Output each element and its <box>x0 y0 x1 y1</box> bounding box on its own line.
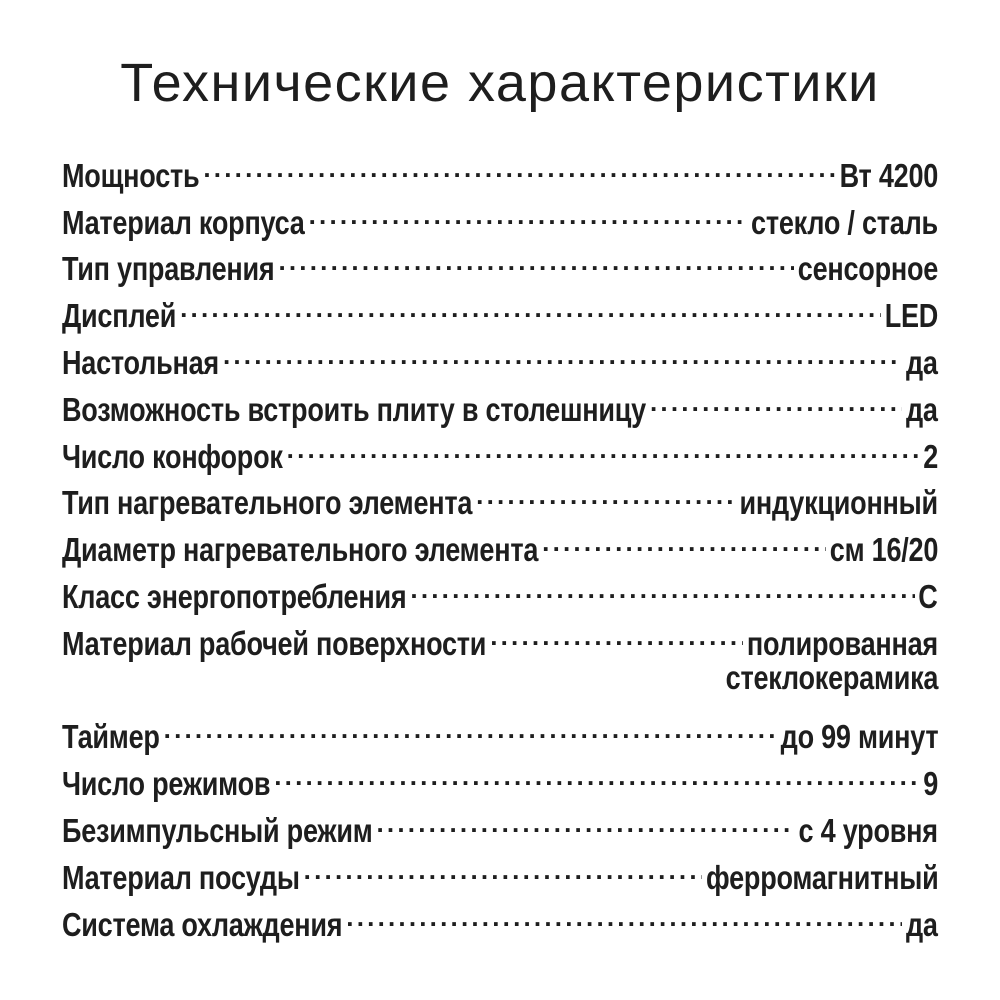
dot-leader <box>476 468 736 515</box>
spec-value: индукционный <box>739 484 938 522</box>
spec-label: Дисплей <box>62 297 177 335</box>
spec-row <box>62 748 938 803</box>
spec-value: стекло / сталь <box>751 203 938 241</box>
spec-label: Материал посуды <box>62 858 300 896</box>
dot-leader <box>410 561 914 608</box>
spec-label: Материал корпуса <box>62 203 305 241</box>
dot-leader <box>309 187 748 234</box>
spec-label: Материал рабочей поверхности <box>62 624 487 662</box>
spec-row <box>62 280 938 335</box>
dot-leader <box>203 140 835 187</box>
spec-label: Число режимов <box>62 765 271 803</box>
dot-leader <box>274 748 919 795</box>
spec-label: Тип нагревательного элемента <box>62 484 473 522</box>
spec-value: да <box>906 343 938 381</box>
spec-value: 9 <box>923 765 938 803</box>
spec-value: ферромагнитный <box>705 858 938 896</box>
dot-leader <box>542 514 826 561</box>
spec-value: полированная <box>747 624 938 662</box>
dot-leader <box>287 421 920 468</box>
dot-leader <box>180 280 881 327</box>
spec-label: Настольная <box>62 343 219 381</box>
spec-value: 16/20 см <box>829 531 938 569</box>
spec-value: 2 <box>923 437 938 475</box>
spec-list <box>62 140 938 943</box>
spec-label: Безимпульсный режим <box>62 811 373 849</box>
spec-value: C <box>918 577 938 615</box>
spec-value: до 99 минут <box>780 718 938 756</box>
dot-leader <box>490 608 743 655</box>
spec-value: LED <box>884 297 938 335</box>
dot-leader <box>650 374 902 421</box>
dot-leader <box>346 889 902 936</box>
spec-value: с 4 уровня <box>798 811 938 849</box>
spec-value: стеклокерамика <box>725 658 938 696</box>
dot-leader <box>304 842 702 889</box>
spec-label: Диаметр нагревательного элемента <box>62 531 539 569</box>
dot-leader <box>164 702 777 749</box>
spec-row <box>62 140 938 194</box>
spec-label: Число конфорок <box>62 437 283 475</box>
spec-value: да <box>906 905 938 943</box>
spec-value: 4200 Вт <box>839 156 938 194</box>
dot-leader <box>377 795 795 842</box>
dot-leader <box>223 327 902 374</box>
dot-leader <box>278 234 793 281</box>
spec-label: Класс энергопотребления <box>62 577 407 615</box>
page-title: Технические характеристики <box>120 53 880 113</box>
spec-label: Система охлаждения <box>62 905 343 943</box>
spec-value: да <box>906 390 938 428</box>
spec-label: Возможность встроить плиту в столешницу <box>62 390 646 428</box>
spec-label: Тип управления <box>62 250 275 288</box>
spec-row <box>62 702 938 756</box>
spec-label: Таймер <box>62 718 160 756</box>
spec-value: сенсорное <box>797 250 938 288</box>
spec-row <box>62 327 938 381</box>
spec-label: Мощность <box>62 156 200 194</box>
